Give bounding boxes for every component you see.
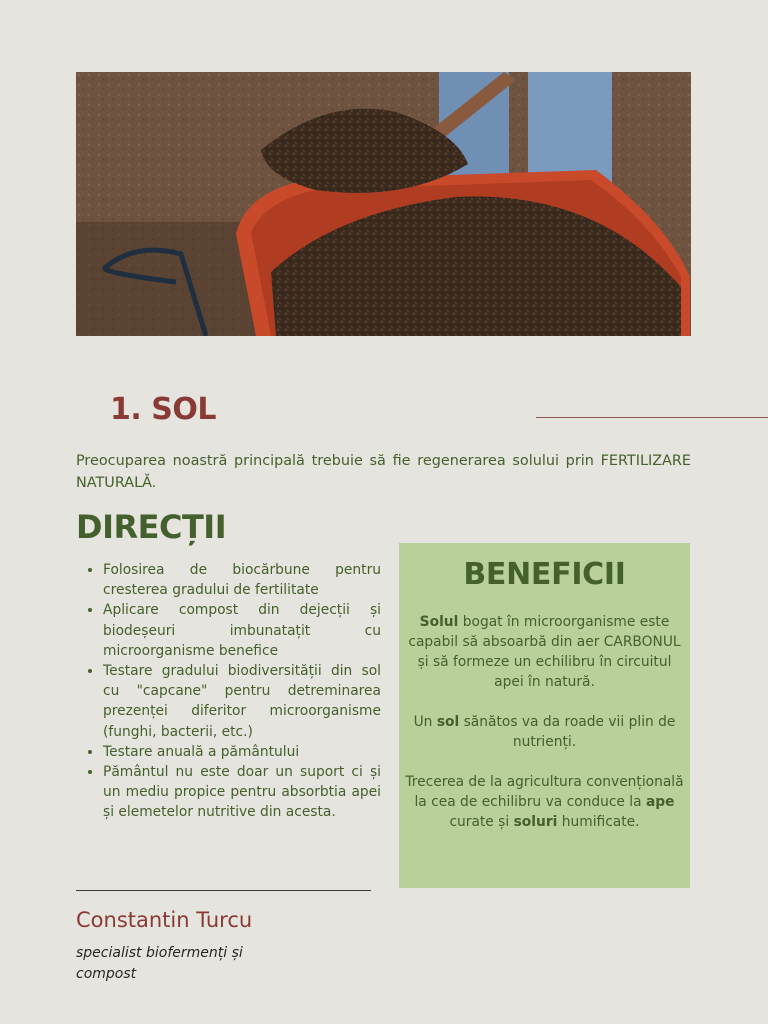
benefits-paragraph-2 <box>405 712 684 752</box>
directions-item: • Pământul nu este doar un suport ci și un mediu propice pentru absorbtia apei și elemetelor nutritive din acesta. <box>103 762 381 823</box>
author-divider <box>76 890 371 891</box>
directions-item: • Aplicare compost din dejecții și biodeșeuri imbunatațit cu microorganisme benefice <box>103 600 381 661</box>
bold-text: ape <box>645 794 675 810</box>
directions-item: • Testare gradului biodiversității din sol cu "capcane" pentru detreminarea prezenței diferitor microorganisme (funghi, bacterii, etc.) <box>103 661 381 742</box>
paragraph-text: bogat în microorganisme este capabil să absoarbă din aer CARBONUL și să formeze un echilibru în circuitul apei în natură. <box>408 614 681 690</box>
paragraph-text: Un <box>413 714 437 730</box>
paragraph-text: curate și <box>449 814 514 830</box>
bold-text: Solul <box>419 614 459 630</box>
directions-item: • Testare anuală a pământului <box>103 742 381 762</box>
directions-heading: DIRECȚII <box>76 508 227 546</box>
title-divider <box>536 417 768 418</box>
directions-item: • Folosirea de biocărbune pentru cresterea gradului de fertilitate <box>103 560 381 600</box>
benefits-heading: BENEFICII <box>463 557 626 592</box>
compost-wheelbarrow-photo <box>76 72 691 336</box>
paragraph-text: sănătos va da roade vii plin de nutrienți. <box>459 714 676 750</box>
intro-text: Preocuparea noastră principală trebuie să fie regenerarea solului prin FERTILIZARE NATURALĂ. <box>76 453 691 491</box>
author-name: Constantin Turcu <box>76 908 253 932</box>
section-title: 1. SOL <box>110 392 216 427</box>
benefits-paragraph-3 <box>405 772 684 832</box>
paragraph-text: humificate. <box>557 814 640 830</box>
directions-list <box>84 560 381 823</box>
benefits-paragraph-1 <box>405 612 684 692</box>
bold-text: sol <box>436 714 460 730</box>
benefits-box <box>399 543 690 888</box>
bold-text: soluri <box>513 814 558 830</box>
paragraph-text: Trecerea de la agricultura convențională la cea de echilibru va conduce la <box>405 774 684 810</box>
author-role: specialist biofermenți și compost <box>76 945 243 982</box>
